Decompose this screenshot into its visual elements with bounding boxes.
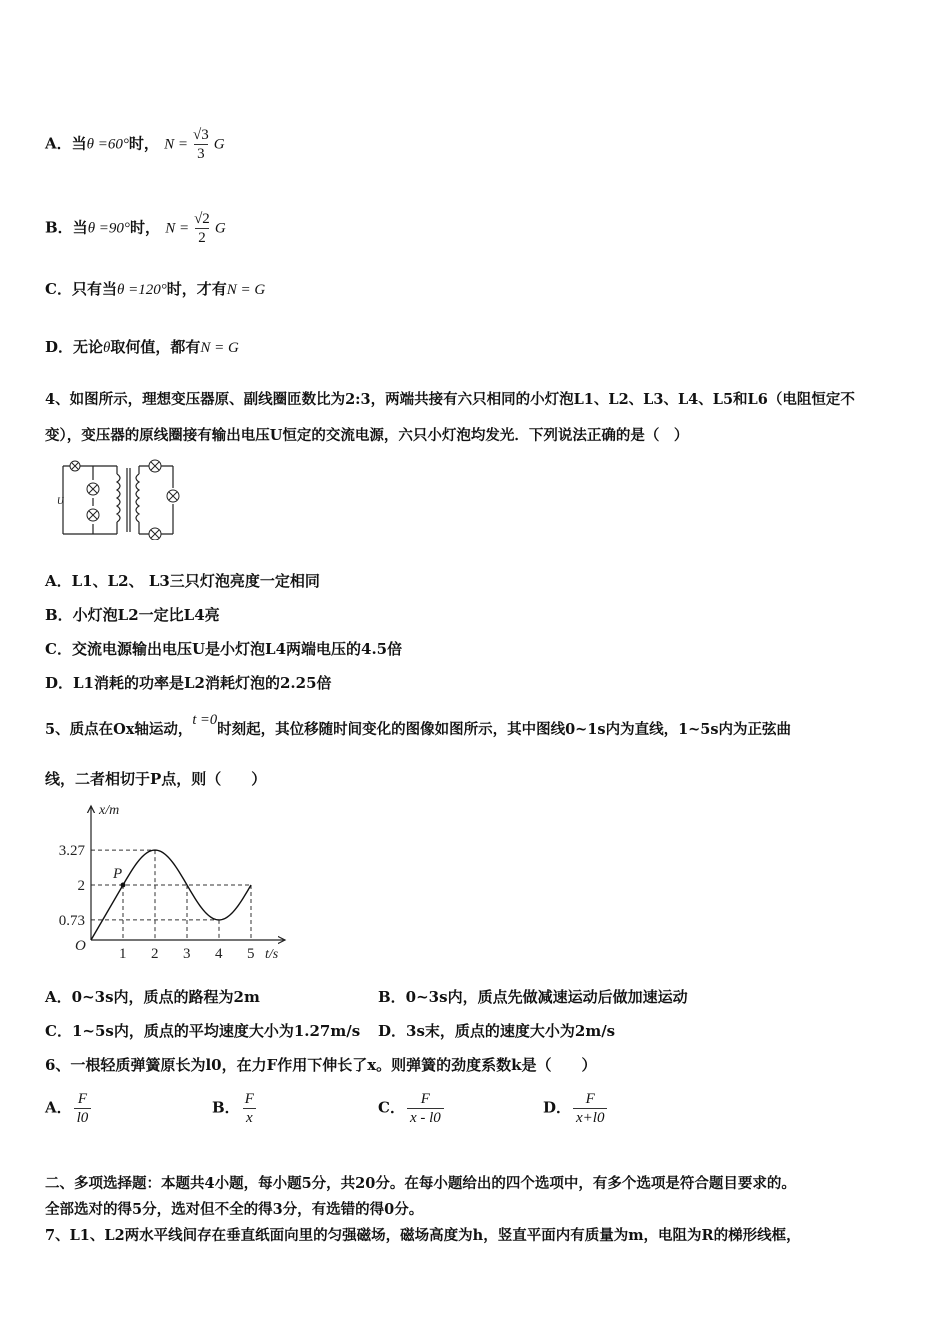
q4-option-d: D．L1消耗的功率是L2消耗灯泡的2.25倍 bbox=[45, 674, 332, 692]
q4-stem-line1: 4、如图所示，理想变压器原、副线圈匝数比为2:3，两端共接有六只相同的小灯泡L1、L2、L3、L4、L5和L6（电阻恒定不 bbox=[45, 391, 855, 408]
q3-option-b: B．当θ =90°时， N = $\frac{√2}{2}$ G bbox=[45, 211, 226, 246]
point-p-marker bbox=[121, 883, 126, 888]
q6-option-d: D． $\frac{F}{x+l0}$ bbox=[543, 1090, 609, 1127]
transformer-circuit-diagram bbox=[55, 458, 180, 540]
y-tick-label: 2 bbox=[77, 878, 85, 894]
displacement-time-graph bbox=[45, 798, 295, 966]
q5-stem-line2: 线，二者相切于P点，则（ ） bbox=[45, 770, 267, 788]
section2-header-line2: 全部选对的得5分，选对但不全的得3分，有选错的得0分。 bbox=[45, 1201, 424, 1218]
q3-option-c: C．只有当θ =120°时，才有N = G bbox=[45, 280, 266, 298]
q5-option-a: A．0~3s内，质点的路程为2m bbox=[45, 988, 260, 1006]
q6-option-c: C． $\frac{F}{x - l0}$ bbox=[378, 1090, 446, 1127]
q3-option-d: D．无论θ取何值，都有N = G bbox=[45, 338, 239, 356]
q3-option-a: A．当θ =60°时， N = $\frac{√3}{3}$ G bbox=[45, 127, 225, 162]
q5-option-c: C．1~5s内，质点的平均速度大小为1.27m/s bbox=[45, 1022, 361, 1040]
q5-option-d: D．3s末，质点的速度大小为2m/s bbox=[378, 1022, 616, 1040]
x-tick-label: 1 bbox=[119, 946, 127, 962]
q5-option-b: B．0~3s内，质点先做减速运动后做加速运动 bbox=[378, 988, 688, 1006]
series-line-0-1s bbox=[91, 885, 123, 940]
q7-stem-line1: 7、L1、L2两水平线间存在垂直纸面向里的匀强磁场，磁场高度为h，竖直平面内有质量为m，电阻为R的梯形线框， bbox=[45, 1227, 801, 1244]
x-tick-label: 5 bbox=[247, 946, 255, 962]
x-tick-label: 3 bbox=[183, 946, 191, 962]
q6-option-a: A． $\frac{F}{l0}$ bbox=[45, 1090, 93, 1127]
point-p-label: P bbox=[113, 866, 123, 882]
x-tick-label: 4 bbox=[215, 946, 223, 962]
q6-stem: 6、一根轻质弹簧原长为l0，在力F作用下伸长了x。则弹簧的劲度系数k是（ ） bbox=[45, 1056, 597, 1074]
x-tick-label: 2 bbox=[151, 946, 159, 962]
circuit-source-label: U bbox=[57, 496, 64, 506]
x-axis-label: t/s bbox=[265, 947, 279, 962]
q5-stem-line1: 5、质点在Ox轴运动，t =0时刻起，其位移随时间变化的图像如图所示，其中图线0~1s内为直线，1~5s内为正弦曲 bbox=[45, 712, 792, 738]
q4-option-b: B．小灯泡L2一定比L4亮 bbox=[45, 606, 220, 624]
q4-option-c: C．交流电源输出电压U是小灯泡L4两端电压的4.5倍 bbox=[45, 640, 403, 658]
origin-label: O bbox=[75, 938, 86, 954]
q4-option-a: A．L1、L2、 L3三只灯泡亮度一定相同 bbox=[45, 572, 320, 590]
section2-header-line1: 二、多项选择题：本题共4小题，每小题5分，共20分。在每小题给出的四个选项中，有多个选项是符合题目要求的。 bbox=[45, 1175, 796, 1192]
q6-option-b: B． $\frac{F}{x}$ bbox=[212, 1091, 254, 1126]
q4-stem-line2: 变），变压器的原线圈接有输出电压U恒定的交流电源，六只小灯泡均发光．下列说法正确的是（ ） bbox=[45, 427, 689, 444]
y-tick-label: 3.27 bbox=[58, 843, 85, 860]
y-tick-label: 0.73 bbox=[58, 912, 85, 929]
y-axis-label: x/m bbox=[99, 803, 120, 818]
